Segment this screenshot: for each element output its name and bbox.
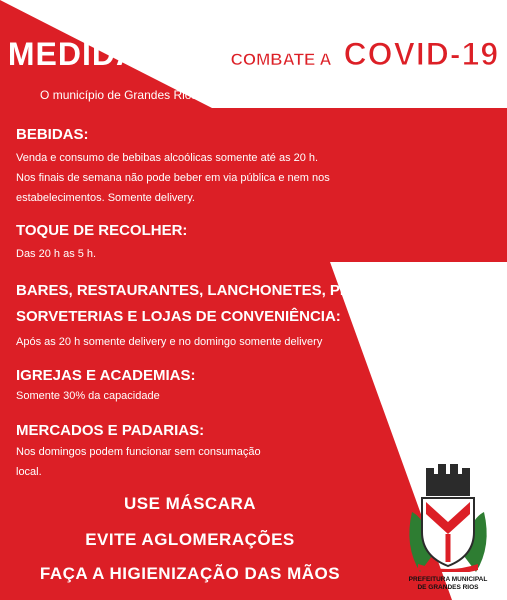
section-title-bebidas: BEBIDAS: [16, 126, 89, 143]
section-line-mercados-2: local. [16, 466, 42, 478]
section-title-mercados: MERCADOS E PADARIAS: [16, 422, 205, 439]
section-line-mercados-1: Nos domingos podem funcionar sem consumação [16, 446, 261, 458]
headline [0, 36, 507, 73]
headline-measures: MEDIDAS DE [7, 36, 219, 72]
section-line-bebidas-1: Venda e consumo de bebibas alcoólicas somente até as 20 h. [16, 152, 319, 164]
section-line-igrejas-1: Somente 30% da capacidade [16, 390, 160, 402]
header-kicker: FIQUE ATENTO AS [161, 6, 346, 27]
headline-covid: COVID-19 [343, 36, 500, 72]
crest-label-line-2: DE GRANDES RIOS [417, 584, 479, 591]
cta-hand-hygiene: FAÇA A HIGIENIZAÇÃO DAS MÃOS [39, 564, 341, 583]
section-title-bares-1: BARES, RESTAURANTES, LANCHONETES, PIZZARIAS, [16, 282, 414, 299]
section-line-bebidas-3: estabelecimentos. Somente delivery. [16, 192, 195, 204]
section-title-igrejas: IGREJAS E ACADEMIAS: [16, 367, 196, 384]
intro-text: O município de Grandes Rios seguirá as medidas conforme o Decreto Estadual. [40, 88, 467, 102]
section-line-toque-1: Das 20 h as 5 h. [16, 248, 97, 260]
headline-combat: COMBATE A [230, 50, 332, 69]
section-line-bebidas-2: Nos finais de semana não pode beber em via pública e nem nos [16, 172, 330, 184]
cta-avoid-crowds: EVITE AGLOMERAÇÕES [85, 530, 295, 549]
section-title-bares-2: SORVETERIAS E LOJAS DE CONVENIÊNCIA: [16, 308, 341, 325]
section-title-toque: TOQUE DE RECOLHER: [16, 222, 188, 239]
cta-use-mask: USE MÁSCARA [123, 494, 257, 513]
crest-label-line-1: PREFEITURA MUNICIPAL [408, 576, 488, 583]
section-line-bares-1: Após as 20 h somente delivery e no domingo somente delivery [16, 336, 323, 348]
crest-label [398, 576, 498, 592]
municipal-coat-of-arms-icon [398, 460, 498, 572]
